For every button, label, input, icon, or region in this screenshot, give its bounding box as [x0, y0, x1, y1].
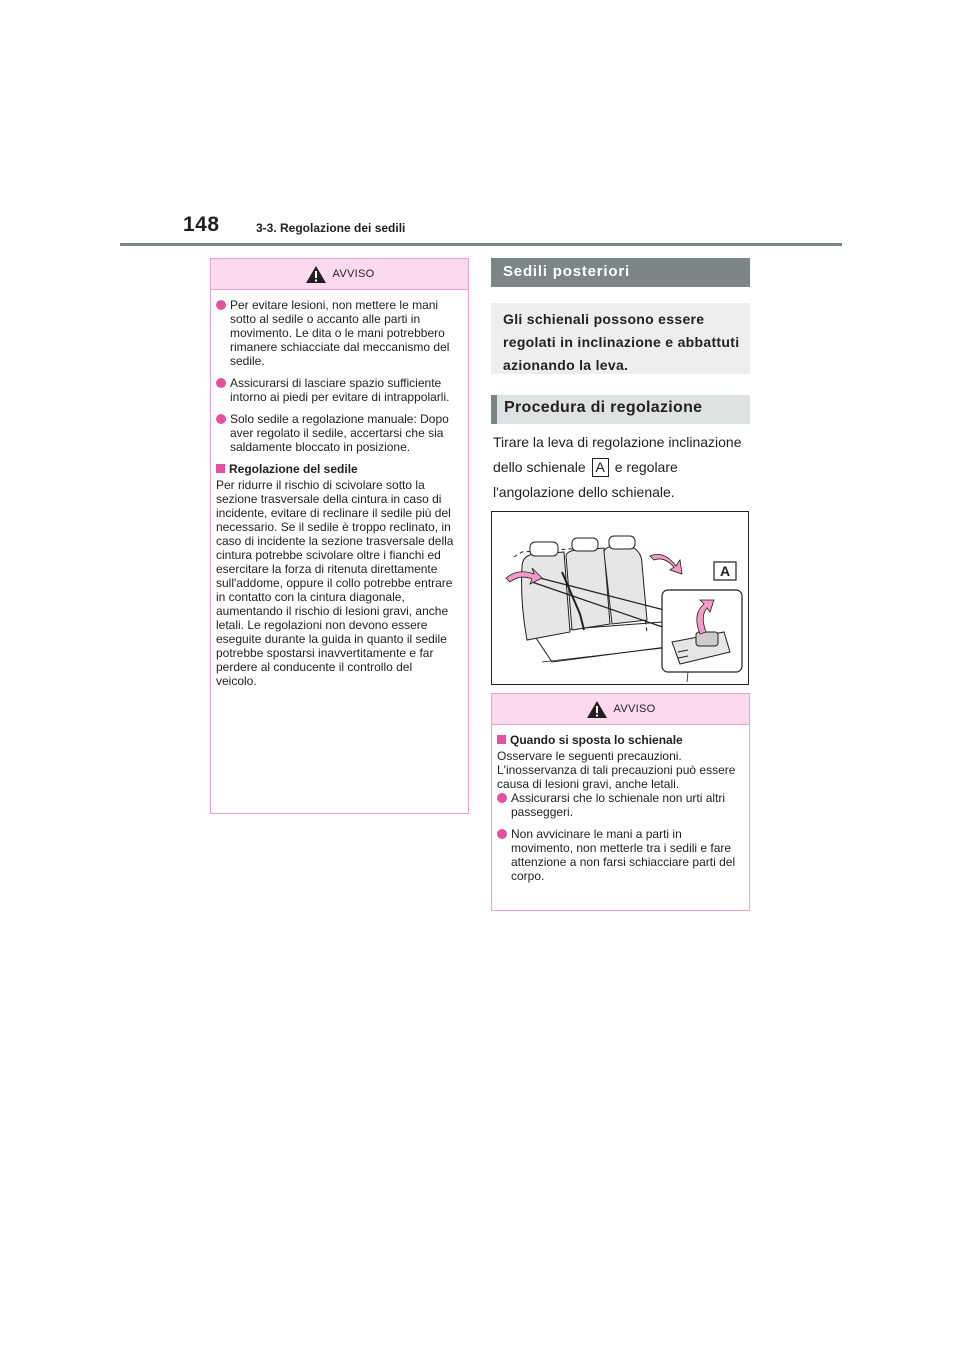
warning-body	[492, 725, 749, 901]
square-bullet-icon	[216, 464, 225, 473]
procedure-title: Procedura di regolazione	[504, 399, 703, 416]
callout-label: A	[592, 458, 609, 477]
bullet-icon	[216, 300, 226, 310]
warning-triangle-icon	[586, 700, 608, 719]
subheading-row	[497, 733, 737, 747]
procedure-heading	[491, 395, 750, 424]
rear-seat-illustration	[492, 512, 748, 684]
list-item	[497, 827, 737, 883]
bullet-icon	[216, 414, 226, 424]
list-item	[216, 376, 456, 404]
bullet-icon	[497, 829, 507, 839]
bullet-text: Non avvicinare le mani a parti in movimento, non metterle tra i sedili e fare attenzione a non farsi schiacciare parti del corpo.	[511, 827, 736, 883]
subheading: Quando si sposta lo schienale	[510, 733, 683, 747]
procedure-text	[493, 430, 748, 505]
bullet-text: Per evitare lesioni, non mettere le mani sotto al sedile o accanto alle parti in movimento. Le dita o le mani potrebbero rimanere schiacciate dal meccanismo del sedile.	[230, 298, 450, 368]
list-item	[497, 791, 737, 819]
warning-triangle-icon	[305, 265, 327, 284]
warning-paragraph: Per ridurre il rischio di scivolare sotto la sezione trasversale della cintura in caso di incidente, evitare di reclinare il sedile più del necessario. Se il sedile è troppo reclinato, in caso di incidente la sezione trasversale della cintura potrebbe scivolare oltre i fianchi ed esercitare la forza di ritenuta direttamente sull'addome, oppure il collo potrebbe entrare in contatto con la cintura diagonale, aumentando il rischio di lesioni gravi, anche letali. Le regolazioni non devono essere eseguite durante la guida in quanto il sedile potrebbe spostarsi inavvertitamente e far perdere al conducente il controllo del veicolo.	[216, 478, 454, 688]
list-item	[216, 412, 456, 454]
section-heading: Sedili posteriori	[491, 258, 750, 287]
bullet-icon	[216, 378, 226, 388]
warning-title: AVVISO	[332, 268, 375, 280]
intro-box: Gli schienali possono essere regolati in inclinazione e abbattuti azionando la leva.	[491, 303, 750, 374]
warning-box-right	[491, 693, 750, 911]
warning-title: AVVISO	[613, 703, 656, 715]
square-bullet-icon	[497, 735, 506, 744]
section-title: 3-3. Regolazione dei sedili	[256, 221, 406, 235]
page-number: 148	[183, 213, 220, 236]
bullet-text: Solo sedile a regolazione manuale: Dopo aver regolato il sedile, accertarsi che sia saldamente bloccato in posizione.	[230, 412, 449, 454]
figure-label-a: A	[719, 563, 731, 579]
warning-body	[211, 290, 468, 698]
procedure-text-after: e regolare l'angolazione dello schienale.	[493, 459, 678, 500]
header-rule	[120, 243, 842, 246]
warning-header	[492, 694, 749, 725]
subheading-row	[216, 462, 456, 476]
bullet-text: Assicurarsi di lasciare spazio sufficiente intorno ai piedi per evitare di intrappolarli.	[230, 376, 450, 404]
bullet-icon	[497, 793, 507, 803]
procedure-text-before: Tirare la leva di regolazione inclinazione dello schienale	[493, 434, 742, 475]
heading-marker	[491, 395, 497, 424]
warning-box-left	[210, 258, 469, 814]
warning-header	[211, 259, 468, 290]
rear-seat-figure	[491, 511, 749, 685]
warning-paragraph: Osservare le seguenti precauzioni. L'inosservanza di tali precauzioni può essere causa di lesioni gravi, anche letali.	[497, 749, 736, 791]
bullet-text: Assicurarsi che lo schienale non urti altri passeggeri.	[511, 791, 726, 819]
subheading: Regolazione del sedile	[229, 462, 358, 476]
list-item	[216, 298, 456, 368]
